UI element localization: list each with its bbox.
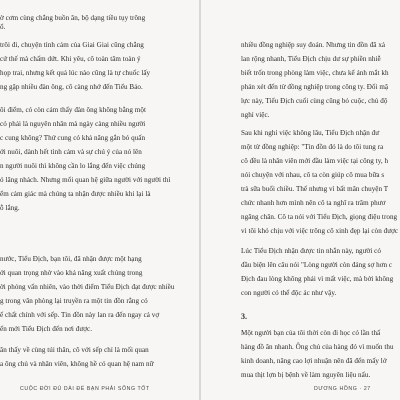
text-line: ngăng chân. Cô ta nói với Tiểu Địch, giọng điệu trong — [241, 213, 398, 221]
text-line: một từ đồng nghiệp: "Tin đồn đó là do tôi tung ra — [241, 143, 384, 151]
text-line: Địch đau lòng không phải vì mất việc, mà bởi không — [241, 275, 394, 283]
right-running-footer: DƯƠNG HỒNG · 27 — [314, 386, 371, 392]
text-line: lực này, Tiểu Địch cuối cùng cũng bỏ cuộc, chủ độ — [241, 97, 388, 105]
left-page — [0, 0, 199, 400]
text-line: ời phỏng vấn nhiên, vào thời điểm Tiểu Địch đạt được nhiều — [0, 283, 175, 291]
text-line: ế chất chính với sếp. Tin đồn này lan ra đến ngay cả vợ — [0, 311, 160, 319]
text-line: g trong văn phòng lại truyền ra một tin đồn rằng có — [0, 297, 148, 305]
text-line: ểm cảm giác mà chúng ta nhận được nhiều khi lại là — [0, 190, 151, 198]
text-line: nói chuyện với nhau, cô ta còn giúp cô mua bữa s — [241, 171, 385, 179]
text-line: ãn thấy về cùng túi thân, cô với sếp chỉ là mối quan — [0, 346, 149, 354]
text-line: phán xét đến từ đồng nghiệp trong công ty. Đối mặ — [241, 83, 389, 91]
text-line: nghỉ việc. — [241, 111, 270, 119]
text-line: mua thịt lợn bị bệnh về làm nguyên liệu nấu. — [241, 371, 371, 379]
left-running-footer: CUỘC ĐỜI ĐÚ DÀI ĐỂ BẠN PHẢI SỐNG TỐT — [20, 386, 150, 392]
text-line: n người nuôi thì không cần lo lắng đến việc chúng — [0, 162, 146, 170]
text-line: lan rộng nhanh, Tiểu Địch chịu dư sự phiền nhiễ — [241, 55, 381, 63]
text-line: c cung không? Thứ cung có khả năng gắn bó quấn — [0, 134, 146, 142]
text-line: a ông chủ và nhân viên, không hề có quan hệ nam nữ — [0, 360, 154, 368]
text-line: ới quan trọng nhờ vào khả năng xuất chúng trong — [0, 269, 143, 277]
text-line: Sau khi nghỉ việc không lâu, Tiểu Địch nhận đư — [241, 129, 380, 137]
text-line: đầu biện lên câu nói "Lòng người còn đáng sợ hơn c — [241, 261, 393, 269]
text-line: ng gặp nhiều đàn ông, cô càng nhớ đến Tiểu Bảo. — [0, 83, 143, 91]
text-line: Lúc Tiểu Địch nhận được tin nhắn này, người có — [241, 247, 381, 255]
text-line: ỗ lắng. — [0, 204, 20, 212]
section-number: 3. — [241, 312, 247, 321]
text-line: Một người bạn của tôi thời còn đi học có lần thấ — [241, 329, 381, 337]
text-line: cứ thế mà chấm dứt. Khi yêu, cô toàn tâm toàn ý — [0, 55, 141, 63]
text-line: vì tôi khó chịu với việc trông cô xinh đẹp lại còn được — [241, 227, 399, 235]
text-line: ôi điểm, có còn cảm thấy đàn ông không bằng một — [0, 106, 146, 114]
text-line: ó lãng nhách. Nhưng mối quan hệ giữa người với người thì — [0, 176, 171, 184]
text-line: con người có thể độc ác như vậy. — [241, 289, 337, 297]
text-line: ổ. — [0, 23, 6, 31]
text-line: cô đều là nhân viên mới đầu làm việc tại công ty, h — [241, 157, 389, 165]
text-line: chức nhanh hơn mình nên cô ta nghĩ ra trăm phươ — [241, 199, 386, 207]
text-line: họp trai, nhưng kết quả lúc nào cũng là tự chuốc lấy — [0, 69, 151, 77]
text-line: ến mới Tiểu Địch đến nơi được. — [0, 325, 93, 333]
text-line: hàng đồ ăn nhanh. Ông chủ của hàng đó vì muốn thu — [241, 343, 394, 351]
text-line: trôi đi, chuyện tình cảm của Giai Giai cũng chẳng — [0, 41, 144, 49]
text-line: trà sữa buổi chiều. Thế nhưng vì bất mãn chuyện T — [241, 185, 389, 193]
text-line: nước, Tiểu Địch, bạn tôi, đã nhận được một hạng — [0, 255, 142, 263]
right-page — [201, 0, 400, 400]
text-line: ới nuôi, dành hết tình cảm và sự chú ý của nó lên — [0, 148, 142, 156]
text-line: biết trốn trong phòng làm việc, chưa kể ánh mắt kh — [241, 69, 389, 77]
text-line: có phải là nguyên nhân mà ngày càng nhiều người — [0, 120, 146, 128]
text-line: nhiều đồng nghiệp suy đoán. Nhưng tin đồn đã xả — [241, 41, 386, 49]
text-line: ờ cơm cùng chẳng buồn ăn, bộ dạng tiều tụy trông — [0, 14, 146, 22]
text-line: kinh doanh, nâng cao lợi nhuận nên đã đến mấy lớ — [241, 357, 387, 365]
